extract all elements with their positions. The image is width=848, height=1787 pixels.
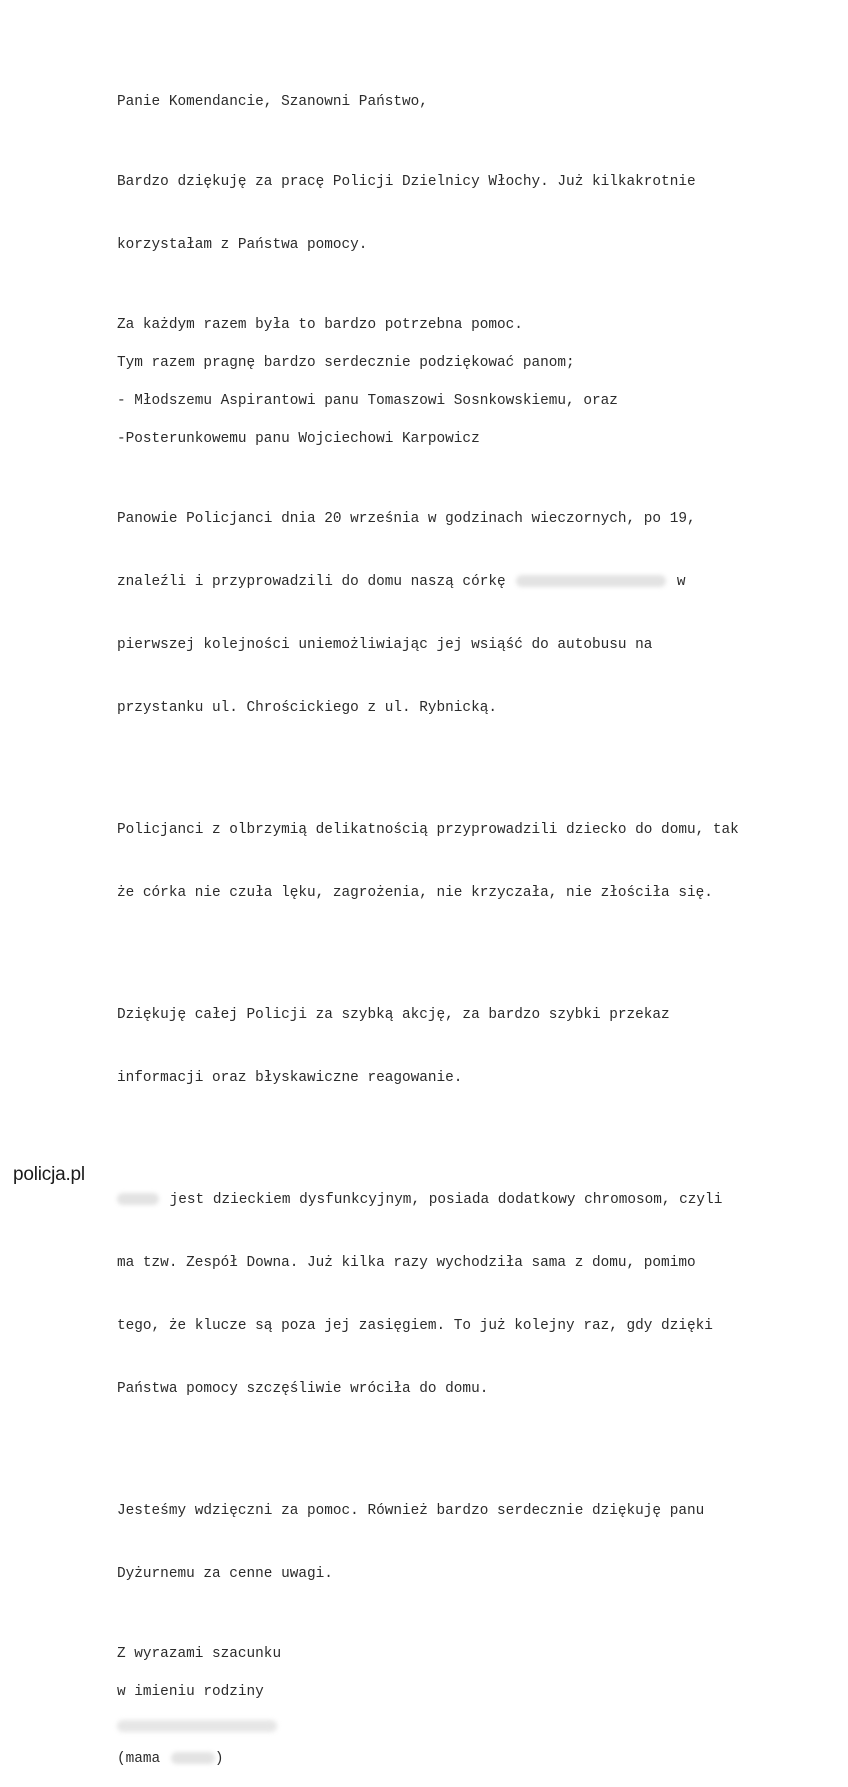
- officer-2: -Posterunkowemu panu Wojciechowi Karpowicz: [117, 431, 480, 447]
- family-line: w imieniu rodziny: [117, 1684, 264, 1700]
- signature: [117, 1720, 767, 1732]
- paragraph-condition: jest dzieckiem dysfunkcyjnym, posiada dodatkowy chromosom, czyli ma tzw. Zespół Downa. Już kilka razy wychodziła sama z domu, pomimo tego, że klucze są poza jej zasięgiem. To już kolejny raz, gdy dzięki Państwa pomocy szczęśliwie wróciła do domu.: [117, 1192, 723, 1397]
- officer-1: - Młodszemu Aspirantowi panu Tomaszowi Sosnkowskiemu, oraz: [117, 393, 618, 409]
- paragraph-gratitude: Dziękuję całej Policji za szybką akcję, za bardzo szybki przekaz informacji oraz błyskawiczne reagowanie.: [117, 1007, 670, 1086]
- paragraph-intro-thanks: Tym razem pragnę bardzo serdecznie podziękować panom;: [117, 355, 575, 371]
- redacted-first-name: [117, 1193, 159, 1205]
- paragraph-thanks: Bardzo dziękuję za pracę Policji Dzielnicy Włochy. Już kilkakrotnie korzystałam z Państwa pomocy.: [117, 174, 696, 253]
- redacted-daughter-name: [516, 575, 666, 587]
- closing: Z wyrazami szacunku: [117, 1646, 282, 1662]
- paragraph-closing-thanks: Jesteśmy wdzięczni za pomoc. Również bardzo serdecznie dziękuję panu Dyżurnemu za cenne uwagi.: [117, 1503, 705, 1582]
- letter-body: [117, 92, 767, 1787]
- paragraph-care: Policjanci z olbrzymią delikatnością przyprowadzili dziecko do domu, tak że córka nie czuła lęku, zagrożenia, nie krzyczała, nie złościła się.: [117, 822, 739, 901]
- salutation: Panie Komendancie, Szanowni Państwo,: [117, 94, 428, 110]
- mama-line: (mama ): [117, 1751, 224, 1767]
- paragraph-incident: Panowie Policjanci dnia 20 września w godzinach wieczornych, po 19, znaleźli i przyprowadzili do domu naszą córkę w pierwszej kolejności uniemożliwiając jej wsiąść do autobusu na przystanku ul. Chrościckiego z ul. Rybnicką.: [117, 511, 696, 716]
- redacted-signature: [117, 1720, 277, 1732]
- paragraph-help: Za każdym razem była to bardzo potrzebna pomoc.: [117, 317, 523, 333]
- watermark-logo: policja.pl: [13, 1164, 85, 1185]
- redacted-name-mama: [171, 1752, 215, 1764]
